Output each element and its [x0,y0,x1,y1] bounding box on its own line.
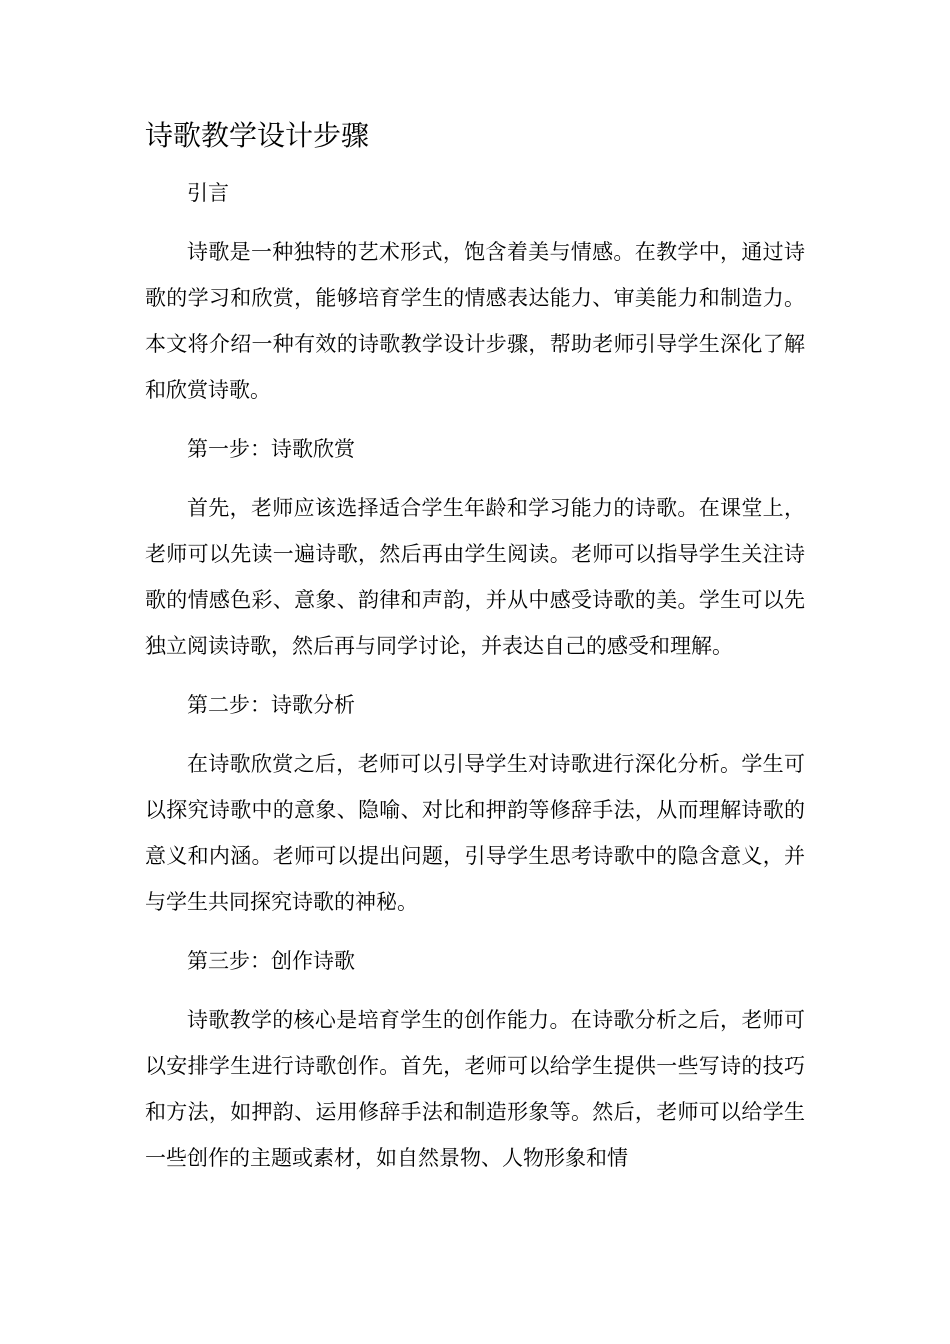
paragraph-intro: 诗歌是一种独特的艺术形式，饱含着美与情感。在教学中，通过诗歌的学习和欣赏，能够培育学生的情感表达能力、审美能力和制造力。本文将介绍一种有效的诗歌教学设计步骤，帮助老师引导学生深化了解和欣赏诗歌。 [145,240,805,402]
document-body [145,112,805,1194]
paragraph-step-3: 诗歌教学的核心是培育学生的创作能力。在诗歌分析之后，老师可以安排学生进行诗歌创作。首先，老师可以给学生提供一些写诗的技巧和方法，如押韵、运用修辞手法和制造形象等。然后，老师可以给学生一些创作的主题或素材，如自然景物、人物形象和情 [145,1008,805,1170]
section-heading-step-2: 第二步：诗歌分析 [187,693,355,717]
page-title: 诗歌教学设计步骤 [145,119,370,152]
section-heading-step-3: 第三步：创作诗歌 [187,949,355,973]
paragraph-step-2: 在诗歌欣赏之后，老师可以引导学生对诗歌进行深化分析。学生可以探究诗歌中的意象、隐喻、对比和押韵等修辞手法，从而理解诗歌的意义和内涵。老师可以提出问题，引导学生思考诗歌中的隐含意义，并与学生共同探究诗歌的神秘。 [145,752,805,914]
section-heading-step-1: 第一步：诗歌欣赏 [187,437,355,461]
section-heading-intro: 引言 [187,181,229,205]
paragraph-step-1: 首先，老师应该选择适合学生年龄和学习能力的诗歌。在课堂上，老师可以先读一遍诗歌，然后再由学生阅读。老师可以指导学生关注诗歌的情感色彩、意象、韵律和声韵，并从中感受诗歌的美。学生可以先独立阅读诗歌，然后再与同学讨论，并表达自己的感受和理解。 [145,496,805,658]
